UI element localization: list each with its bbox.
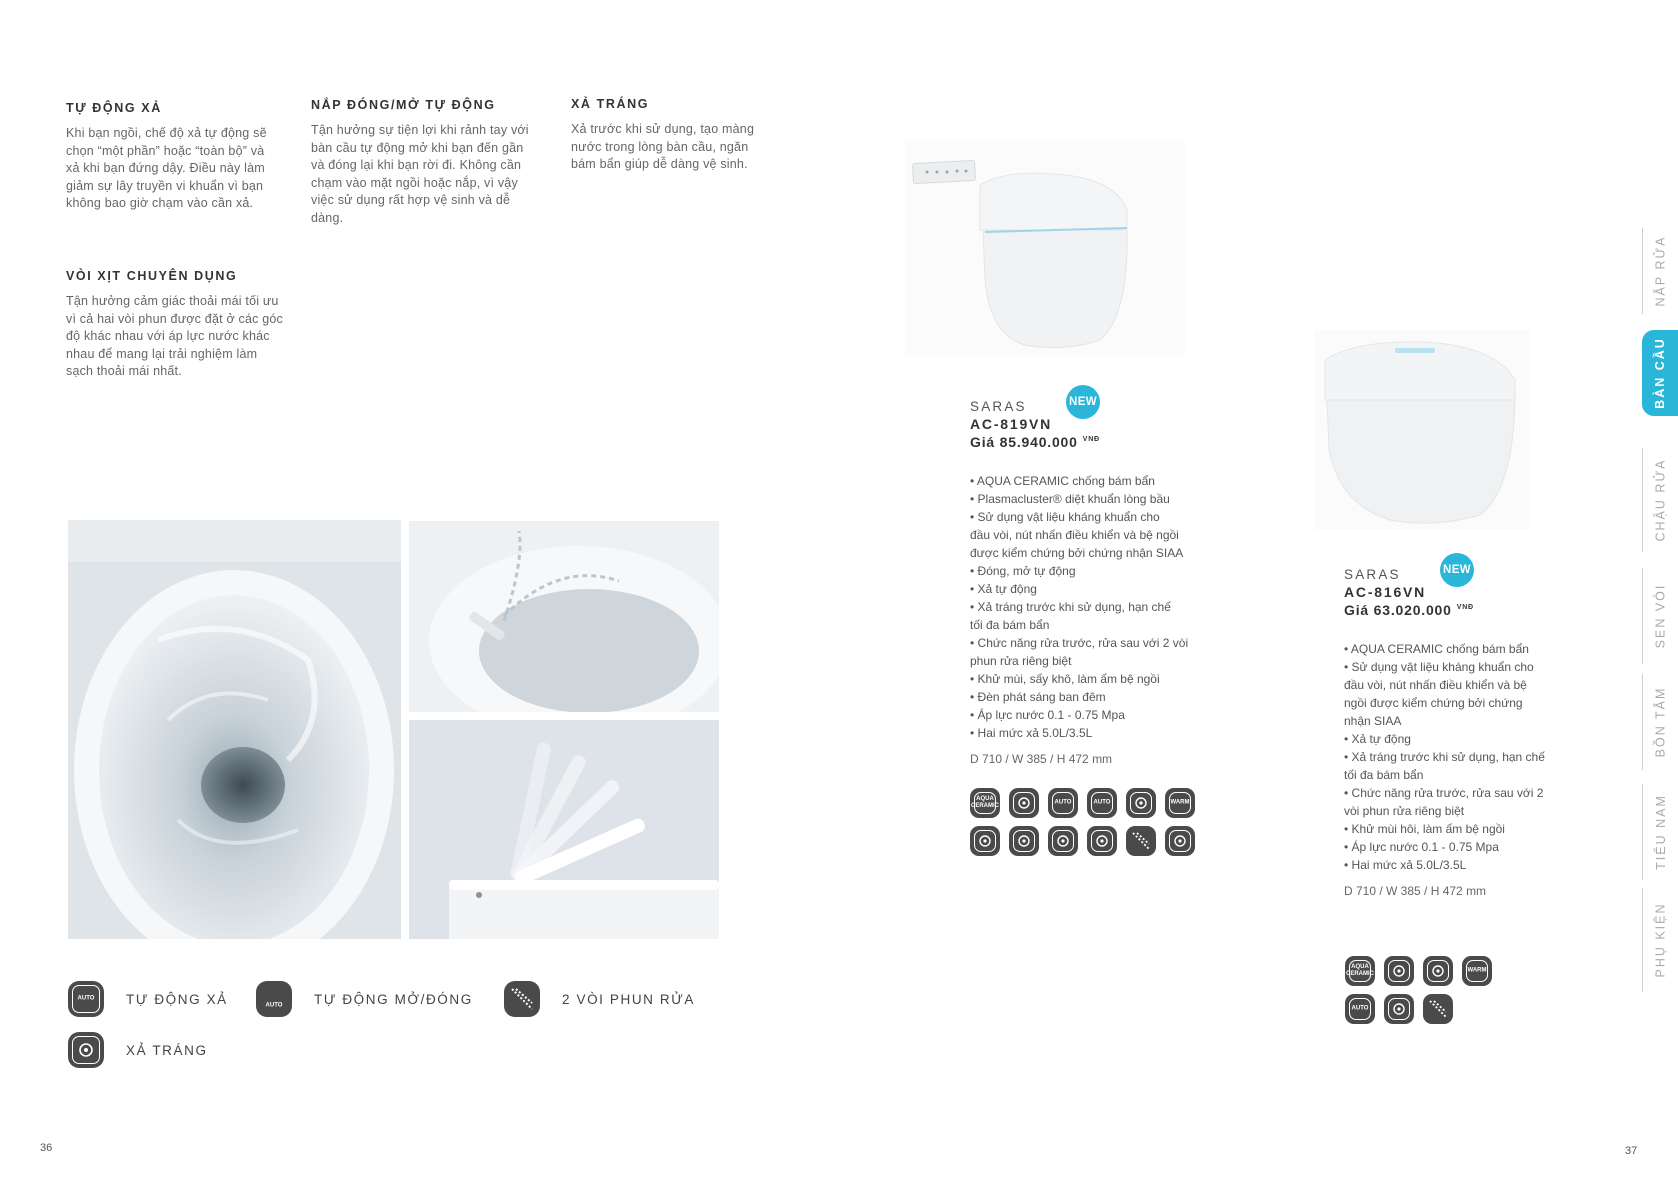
product-icons-row	[970, 788, 1195, 818]
legend-label: TỰ ĐỘNG MỞ/ĐÓNG	[314, 991, 473, 1007]
new-badge: NEW	[1066, 385, 1100, 419]
photo-nozzle-spray	[409, 521, 719, 712]
sidenav-tab[interactable]	[1642, 784, 1678, 880]
product-feature: được kiểm chứng bởi chứng nhận SIAA	[970, 546, 1184, 560]
page-number-left: 36	[40, 1142, 53, 1154]
auto-flush-icon: AUTO	[1087, 788, 1117, 818]
product-image-ac816vn	[1315, 330, 1530, 530]
dual-nozzle-icon	[1423, 994, 1453, 1024]
sidenav-tab-label: CHẬU RỬA	[1653, 458, 1668, 542]
product-feature: • Khử mùi hôi, làm ấm bệ ngồi	[1344, 822, 1505, 836]
sidenav-tab[interactable]	[1642, 228, 1678, 314]
product-feature: vòi phun rửa riêng biệt	[1344, 804, 1465, 818]
feature-title: XẢ TRÁNG	[571, 97, 650, 111]
feature-text: Tận hưởng cảm giác thoải mái tối ưu vì cả hai vòi phun được đặt ở các góc độ khác nhau với áp lực nước khác nhau để mang lại trải nghiệm làm sạch thoải mái nhất.	[66, 294, 283, 378]
product-feature: • Plasmacluster® diệt khuẩn lòng bầu	[970, 492, 1170, 506]
deodorize-icon	[1048, 826, 1078, 856]
product-price: Giá 63.020.000 $^{VNĐ}$	[1344, 602, 1474, 618]
product-feature: • Xả tráng trước khi sử dụng, hạn chế	[970, 600, 1171, 614]
product-feature: • Sử dụng vật liệu kháng khuẩn cho	[970, 510, 1160, 524]
product-icons-row	[1345, 956, 1492, 986]
sidenav-tab[interactable]	[1642, 330, 1678, 416]
feature-auto-flush	[66, 101, 276, 213]
warm-seat-icon: WARM	[1462, 956, 1492, 986]
product-feature: • Xả tráng trước khi sử dụng, hạn chế	[1344, 750, 1545, 764]
product-feature: • Chức năng rửa trước, rửa sau với 2 vòi	[970, 636, 1189, 650]
warm-seat-icon: WARM	[1165, 788, 1195, 818]
product-ac816vn	[1344, 567, 1584, 898]
feature-text: Khi bạn ngồi, chế độ xả tự động sẽ chọn “một phần” hoặc “toàn bộ” và xả khi bạn đứng dậy. Điều này làm giảm sự lây truyền vi khuẩn vì bạn không bao giờ chạm vào cần xả.	[66, 126, 267, 210]
dual-nozzle-icon	[504, 981, 540, 1017]
product-feature: • Xả tự động	[1344, 732, 1411, 746]
product-icons-row	[970, 826, 1195, 856]
aqua-ceramic-icon: AQUA CERAMIC	[1345, 956, 1375, 986]
product-series: SARAS	[970, 399, 1027, 414]
product-feature: phun rửa riêng biệt	[970, 654, 1072, 668]
auto-lid-icon: AUTO	[1048, 788, 1078, 818]
front-wash-icon	[1384, 994, 1414, 1024]
product-feature: • Hai mức xả 5.0L/3.5L	[970, 726, 1093, 740]
auto-lid-icon: AUTO	[256, 981, 292, 1017]
product-image-ac819vn	[905, 140, 1185, 355]
sidenav-tab[interactable]	[1642, 674, 1678, 770]
legend-auto-flush	[68, 981, 228, 1017]
sidenav-tab-label: BÀN CẦU	[1653, 337, 1668, 409]
aqua-ceramic-icon: AQUA CERAMIC	[970, 788, 1000, 818]
product-feature: • Áp lực nước 0.1 - 0.75 Mpa	[970, 708, 1125, 722]
feature-text: Tận hưởng sự tiện lợi khi rảnh tay với bàn cầu tự động mở khi bạn đến gần và đóng lại khi bạn rời đi. Không cần chạm vào mặt ngồi hoặc nắp, vì vậy việc sử dụng rất hợp vệ sinh và dễ dàng.	[311, 123, 529, 225]
feature-title: TỰ ĐỘNG XẢ	[66, 101, 162, 115]
product-feature: ngồi được kiểm chứng bởi chứng	[1344, 696, 1523, 710]
sidenav-tab[interactable]	[1642, 888, 1678, 992]
photo-auto-lid	[409, 720, 719, 939]
product-dimensions: D 710 / W 385 / H 472 mm	[970, 752, 1113, 766]
auto-flush-icon: AUTO	[1345, 994, 1375, 1024]
feature-title: NẮP ĐÓNG/MỞ TỰ ĐỘNG	[311, 98, 496, 112]
feature-pre-rinse	[571, 97, 761, 174]
legend-dual-nozzle	[504, 981, 695, 1017]
sidenav-tab-label: NẮP RỬA	[1653, 235, 1668, 307]
dual-nozzle-icon	[1126, 826, 1156, 856]
product-feature: • Xả tự động	[970, 582, 1037, 596]
legend-label: 2 VÒI PHUN RỬA	[562, 991, 695, 1007]
plasmacluster-icon	[1384, 956, 1414, 986]
currency: VNĐ	[1082, 436, 1100, 443]
product-icons-row	[1345, 994, 1453, 1024]
product-feature: • AQUA CERAMIC chống bám bẩn	[1344, 642, 1529, 656]
pre-rinse-icon	[1126, 788, 1156, 818]
front-wash-icon	[970, 826, 1000, 856]
product-model: AC-816VN	[1344, 584, 1427, 600]
page-number-right: 37	[1625, 1145, 1638, 1157]
product-dimensions: D 710 / W 385 / H 472 mm	[1344, 884, 1487, 898]
auto-flush-icon: AUTO	[68, 981, 104, 1017]
plasmacluster-icon	[1009, 788, 1039, 818]
product-feature: đầu vòi, nút nhấn điều khiển và bệ	[1344, 678, 1527, 692]
dry-icon	[1087, 826, 1117, 856]
remote-icon	[1165, 826, 1195, 856]
feature-auto-lid	[311, 98, 533, 227]
product-feature: • Khử mùi, sấy khô, làm ấm bệ ngồi	[970, 672, 1160, 686]
product-feature: tối đa bám bẩn	[1344, 768, 1424, 782]
product-feature: • Đóng, mở tự động	[970, 564, 1076, 578]
product-feature: nhận SIAA	[1344, 714, 1402, 728]
sidenav-tab[interactable]	[1642, 568, 1678, 664]
product-ac819vn	[970, 399, 1230, 766]
currency: VNĐ	[1456, 604, 1474, 611]
product-feature: • Áp lực nước 0.1 - 0.75 Mpa	[1344, 840, 1499, 854]
photo-flush-bowl	[68, 520, 401, 939]
legend-label: TỰ ĐỘNG XẢ	[126, 991, 228, 1007]
feature-nozzle	[66, 269, 288, 381]
legend-pre-rinse	[68, 1032, 208, 1068]
new-badge: NEW	[1440, 553, 1474, 587]
feature-title: VÒI XỊT CHUYÊN DỤNG	[66, 269, 238, 283]
product-feature: đầu vòi, nút nhấn điều khiển và bệ ngồi	[970, 528, 1179, 542]
product-feature: tối đa bám bẩn	[970, 618, 1050, 632]
product-price: Giá 85.940.000 $^{VNĐ}$	[970, 434, 1100, 450]
rear-wash-icon	[1009, 826, 1039, 856]
pre-rinse-icon	[1423, 956, 1453, 986]
pre-rinse-icon	[68, 1032, 104, 1068]
product-series: SARAS	[1344, 567, 1401, 582]
legend-auto-lid	[256, 981, 473, 1017]
product-model: AC-819VN	[970, 416, 1053, 432]
sidenav-tab-label: BỒN TẮM	[1653, 686, 1668, 758]
product-feature: • Sử dụng vật liệu kháng khuẩn cho	[1344, 660, 1534, 674]
product-feature: • Hai mức xả 5.0L/3.5L	[1344, 858, 1467, 872]
product-feature-list	[1344, 640, 1584, 874]
sidenav-tab-label: PHỤ KIỆN	[1653, 902, 1668, 978]
product-feature: • Đèn phát sáng ban đêm	[970, 690, 1106, 704]
sidenav-tab-label: SEN VÒI	[1653, 583, 1668, 649]
product-feature: • Chức năng rửa trước, rửa sau với 2	[1344, 786, 1544, 800]
sidenav-tab[interactable]	[1642, 448, 1678, 552]
feature-text: Xả trước khi sử dụng, tạo màng nước trong lòng bàn cầu, ngăn bám bẩn giúp dễ dàng vệ sinh.	[571, 122, 755, 171]
sidenav-tab-label: TIỂU NAM	[1653, 794, 1668, 870]
product-feature-list	[970, 472, 1230, 742]
product-feature: • AQUA CERAMIC chống bám bẩn	[970, 474, 1155, 488]
legend-label: XẢ TRÁNG	[126, 1042, 208, 1058]
